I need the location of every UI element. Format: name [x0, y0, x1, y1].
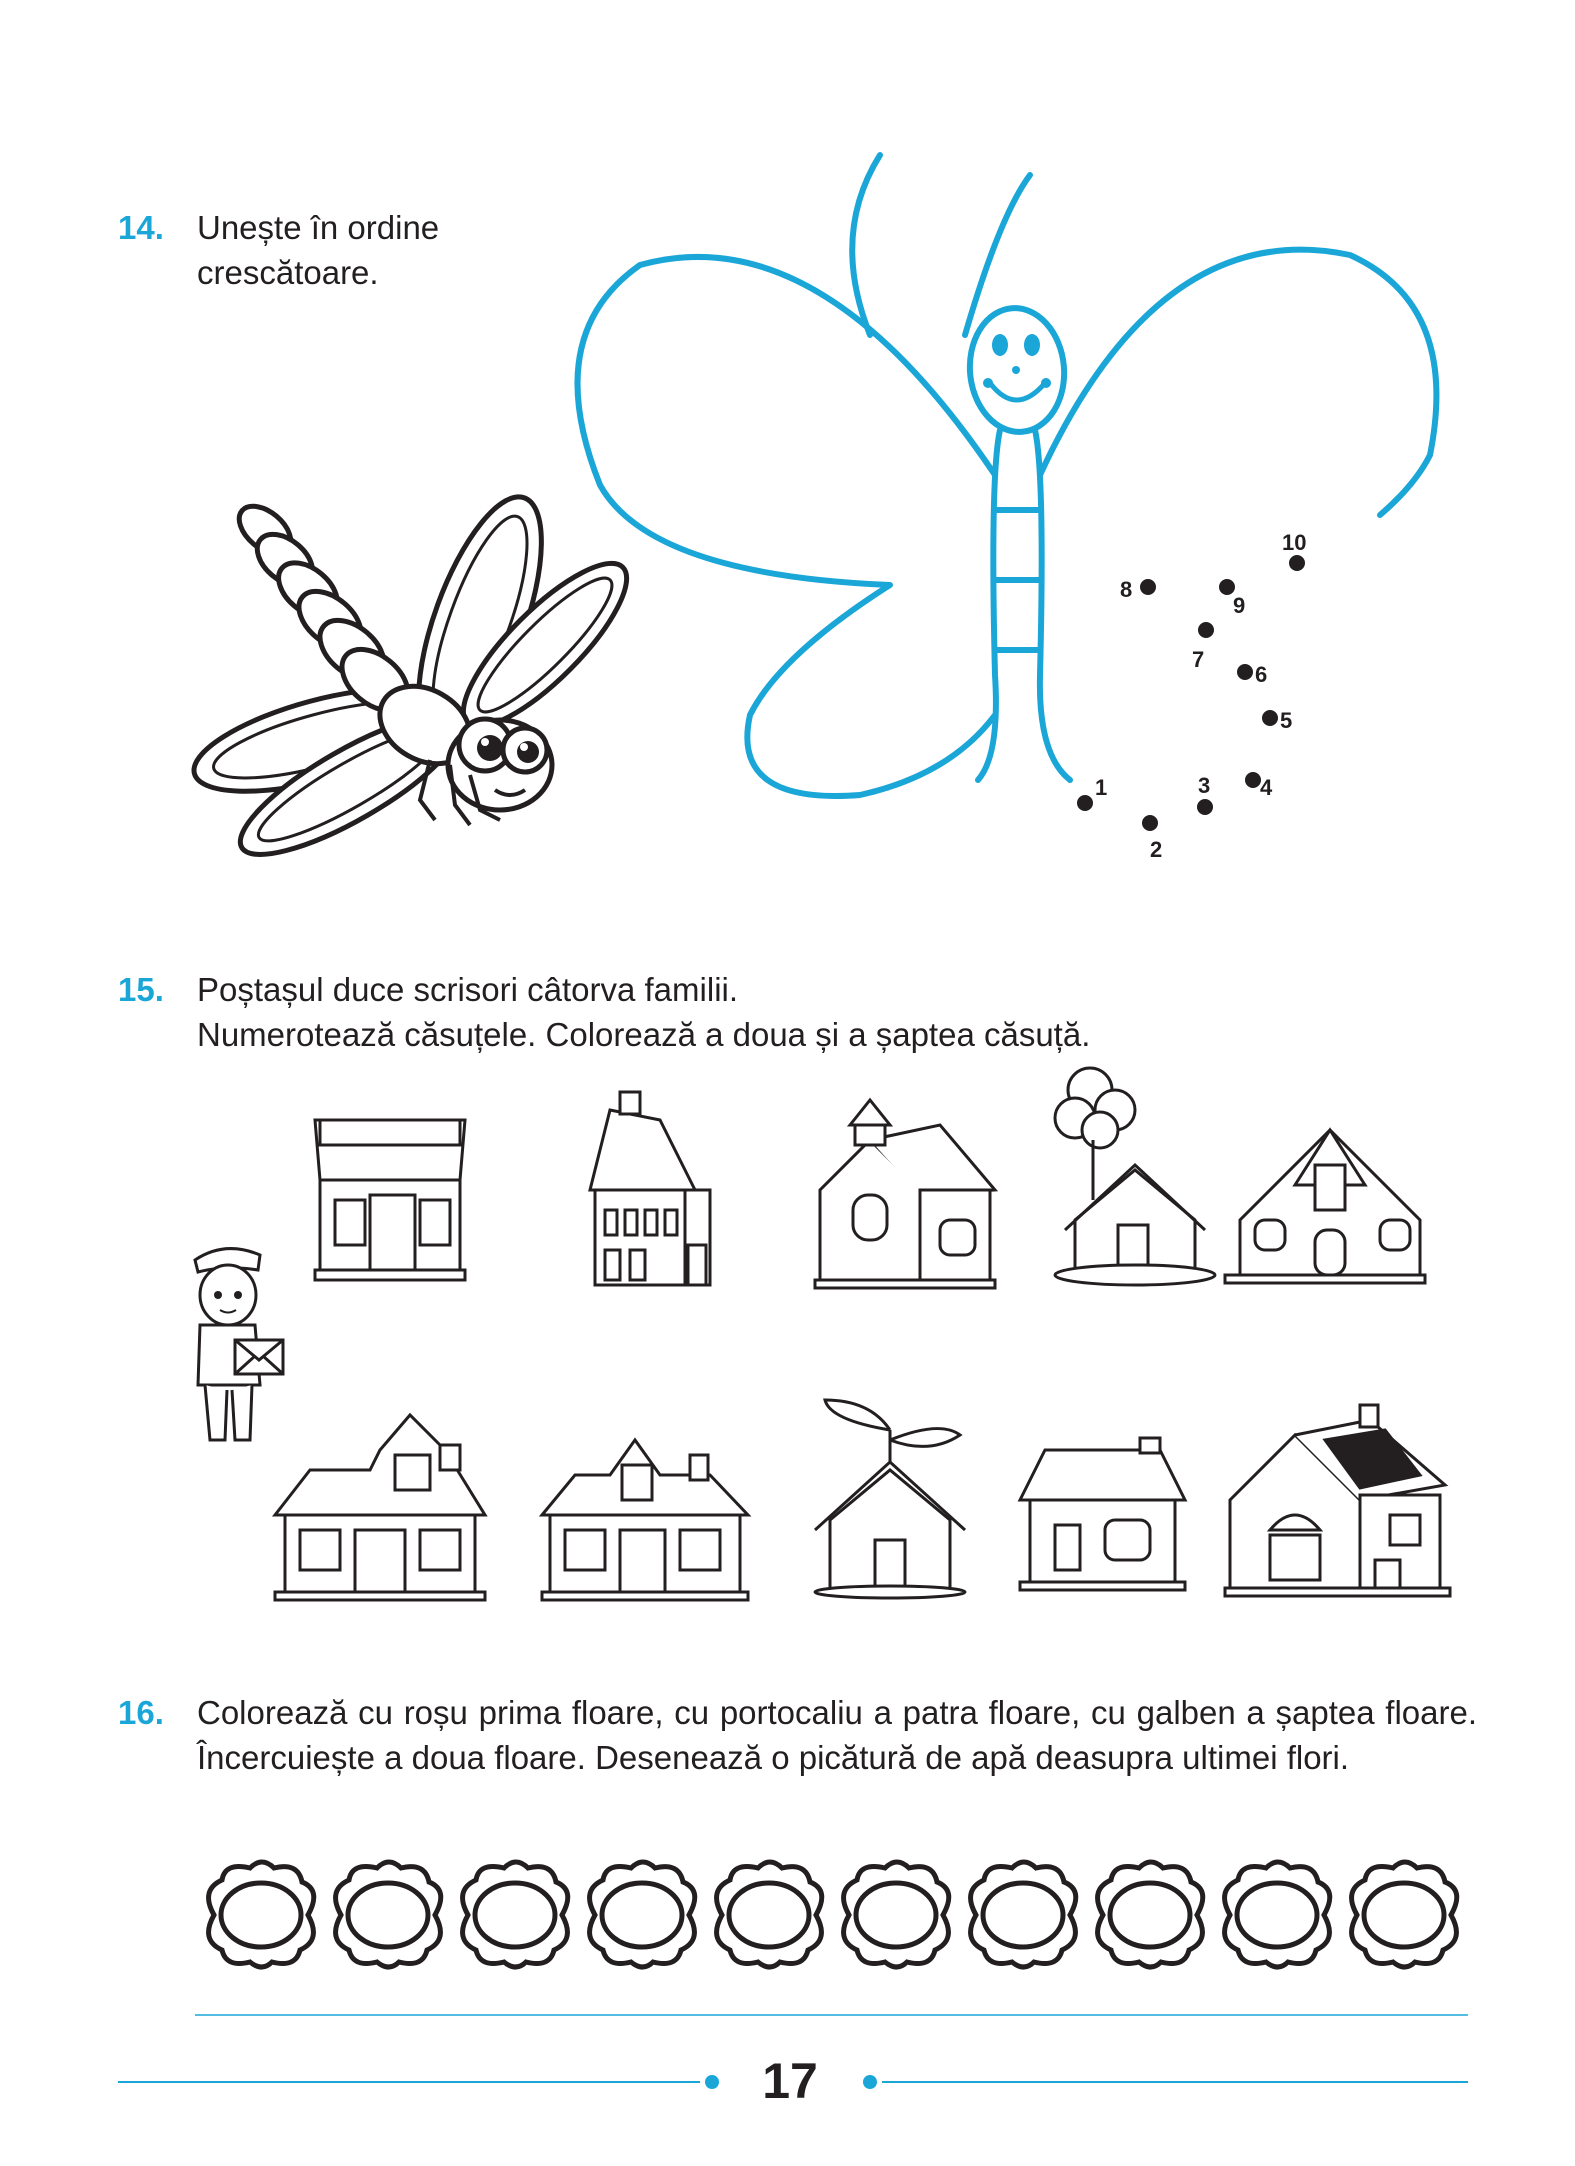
flower — [1098, 1862, 1203, 1967]
flower — [590, 1862, 695, 1967]
dot-label: 10 — [1282, 530, 1307, 555]
house — [815, 1100, 995, 1288]
dot-label: 1 — [1095, 775, 1108, 800]
butterfly-dot-to-dot — [570, 155, 1470, 875]
exercise-number: 14. — [118, 209, 164, 246]
exercise-number: 15. — [118, 971, 164, 1008]
dot-label: 3 — [1198, 773, 1211, 798]
flower — [209, 1862, 314, 1967]
house — [275, 1415, 485, 1600]
exercise-16 — [118, 1690, 1478, 1840]
flowers-row — [200, 1860, 1470, 1970]
instruction-line: Numerotează căsuțele. Colorează a doua și a șaptea căsuță. — [197, 1016, 1091, 1053]
dot-label: 7 — [1192, 647, 1205, 672]
flower — [463, 1862, 568, 1967]
flower — [717, 1862, 822, 1967]
house — [590, 1092, 710, 1285]
exercise-instruction: Colorează cu roșu prima floare, cu portocaliu a patra floare, cu galben a șaptea floare. Încercuiește a doua floare. Desenează o picătură de apă deasupra ultimei flori. — [197, 1694, 1477, 1776]
dot-label: 8 — [1120, 577, 1133, 602]
dot-label: 5 — [1280, 708, 1293, 733]
house — [1055, 1068, 1215, 1285]
dot-label: 2 — [1150, 837, 1163, 862]
dot-group — [1077, 530, 1306, 862]
instruction-line: Unește în ordine — [197, 209, 440, 246]
dot-label: 9 — [1233, 593, 1246, 618]
flower — [971, 1862, 1076, 1967]
page-number: 17 — [762, 2053, 818, 2109]
house — [542, 1440, 748, 1600]
dot-label: 6 — [1255, 662, 1268, 687]
house — [1020, 1438, 1185, 1590]
exercise-14 — [118, 205, 558, 305]
house — [815, 1400, 965, 1598]
dot-label: 4 — [1260, 775, 1273, 800]
exercise-15 — [118, 967, 1218, 1067]
exercise-number: 16. — [118, 1694, 164, 1731]
exercise-instruction — [197, 205, 439, 295]
house — [1225, 1130, 1425, 1283]
house — [1225, 1405, 1450, 1596]
flower — [336, 1862, 441, 1967]
flower — [1225, 1862, 1330, 1967]
houses-row-2 — [270, 1400, 1470, 1610]
exercise-instruction — [197, 967, 1090, 1057]
house — [315, 1120, 465, 1280]
instruction-line: crescătoare. — [197, 254, 379, 291]
houses-row-1 — [300, 1070, 1440, 1300]
instruction-line: Poștașul duce scrisori câtorva familii. — [197, 971, 739, 1008]
dragonfly-illustration — [180, 490, 620, 870]
flower — [1352, 1862, 1457, 1967]
flower — [844, 1862, 949, 1967]
